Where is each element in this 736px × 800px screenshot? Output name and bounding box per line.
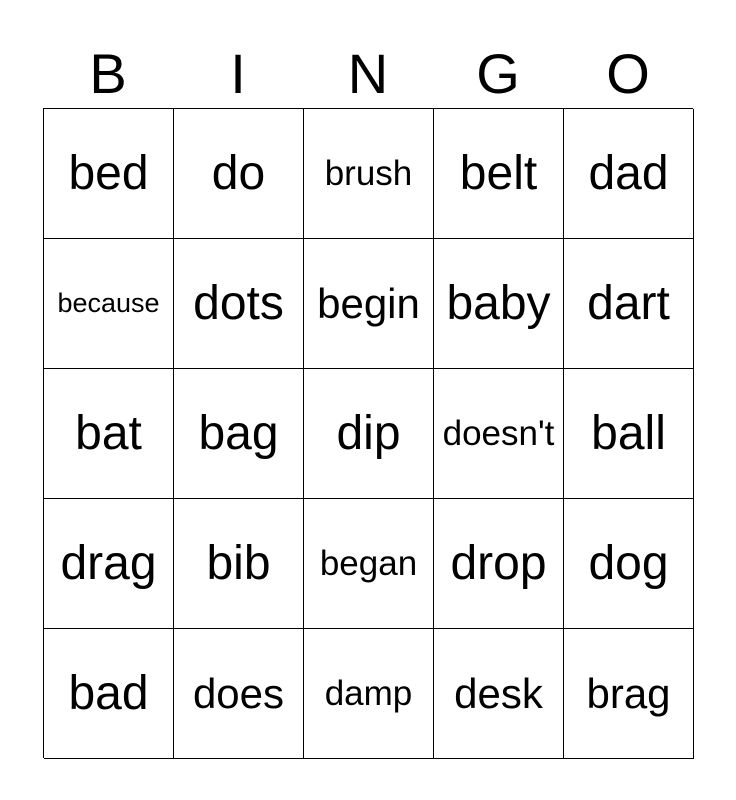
bingo-cell-r2-c2[interactable]: dots [174,239,304,369]
bingo-cell-r5-c3[interactable]: damp [304,629,434,759]
bingo-cell-r2-c4[interactable]: baby [434,239,564,369]
bingo-cell-r3-c1[interactable]: bat [44,369,174,499]
bingo-cell-r2-c5[interactable]: dart [564,239,694,369]
bingo-cell-r4-c2[interactable]: bib [174,499,304,629]
header-letter-g: G [476,42,520,105]
bingo-cell-r4-c4[interactable]: drop [434,499,564,629]
bingo-cell-r1-c1[interactable]: bed [44,109,174,239]
bingo-cell-r3-c5[interactable]: ball [564,369,694,499]
bingo-cell-r3-c2[interactable]: bag [174,369,304,499]
header-letter-n: N [347,42,389,105]
bingo-cell-r2-c1[interactable]: because [44,239,174,369]
bingo-board [43,108,693,758]
bingo-cell-r2-c3[interactable]: begin [304,239,434,369]
bingo-cell-r1-c4[interactable]: belt [434,109,564,239]
bingo-cell-r4-c1[interactable]: drag [44,499,174,629]
bingo-cell-r3-c3[interactable]: dip [304,369,434,499]
bingo-cell-r4-c5[interactable]: dog [564,499,694,629]
bingo-cell-r5-c1[interactable]: bad [44,629,174,759]
header-letter-i: I [230,42,246,105]
bingo-cell-r5-c5[interactable]: brag [564,629,694,759]
bingo-cell-r1-c3[interactable]: brush [304,109,434,239]
header-letter-b: B [89,42,127,105]
bingo-cell-r5-c4[interactable]: desk [434,629,564,759]
header-letter-o: O [606,42,650,105]
bingo-cell-r5-c2[interactable]: does [174,629,304,759]
bingo-cell-r1-c5[interactable]: dad [564,109,694,239]
bingo-cell-r4-c3[interactable]: began [304,499,434,629]
bingo-cell-r3-c4[interactable]: doesn't [434,369,564,499]
bingo-cell-r1-c2[interactable]: do [174,109,304,239]
bingo-header [43,40,693,108]
